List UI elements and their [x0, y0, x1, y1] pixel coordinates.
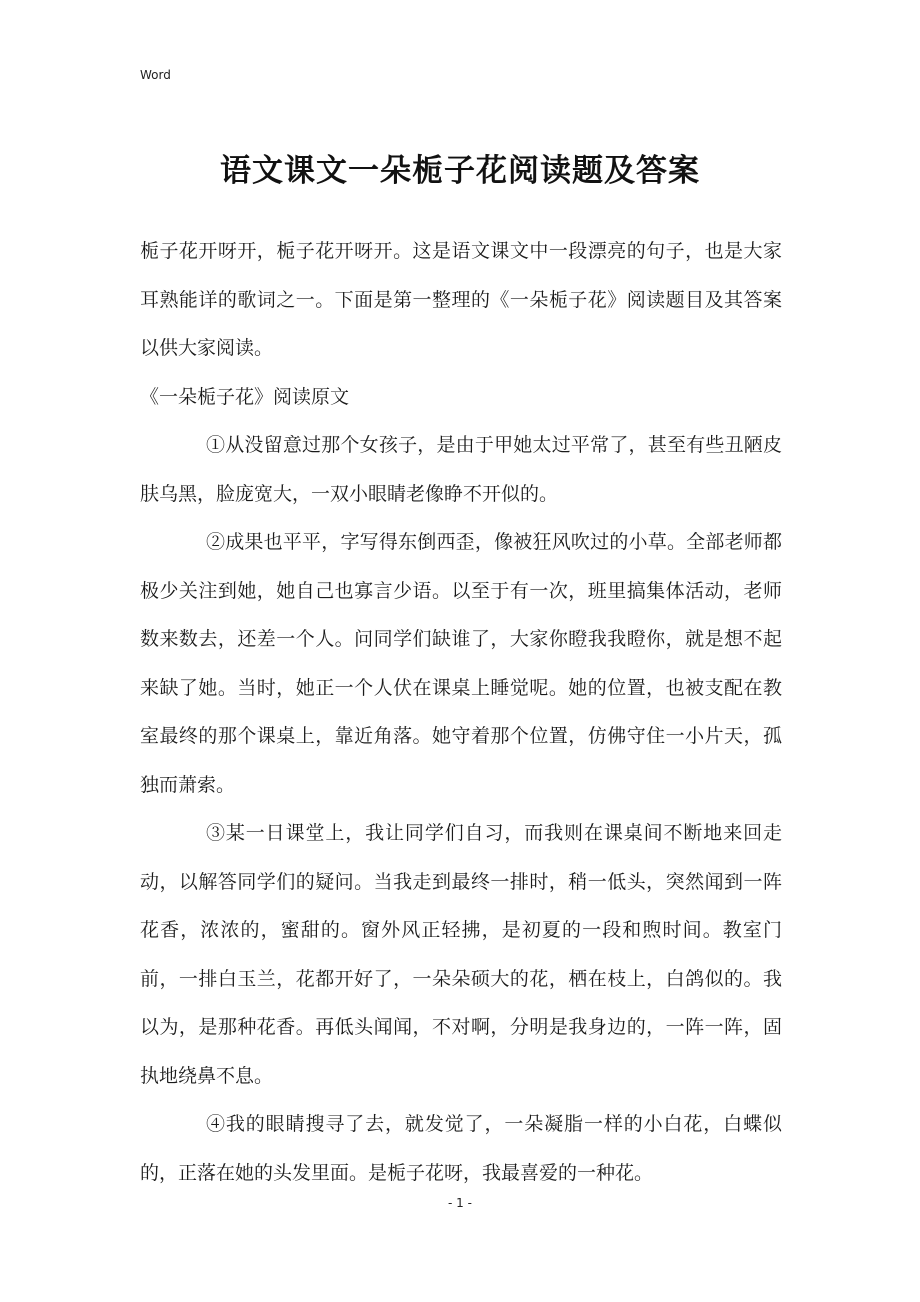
document-body: [140, 227, 782, 1197]
body-paragraph-2: ②成果也平平，字写得东倒西歪，像被狂风吹过的小草。全部老师都极少关注到她，她自己也寡言少语。以至于有一次，班里搞集体活动，老师数来数去，还差一个人。问同学们缺谁了，大家你瞪我我瞪你，就是想不起来缺了她。当时，她正一个人伏在课桌上睡觉呢。她的位置，也被支配在教室最终的那个课桌上，靠近角落。她守着那个位置，仿佛守住一小片天，孤独而萧索。: [140, 531, 782, 796]
body-paragraph-1: ①从没留意过那个女孩子，是由于甲她太过平常了，甚至有些丑陋皮肤乌黑，脸庞宽大，一双小眼睛老像睁不开似的。: [140, 434, 782, 505]
intro-paragraph: 栀子花开呀开，栀子花开呀开。这是语文课文中一段漂亮的句子，也是大家耳熟能详的歌词之一。下面是第一整理的《一朵栀子花》阅读题目及其答案以供大家阅读。: [140, 240, 782, 359]
page-number: - 1 -: [448, 1196, 472, 1210]
header-label: Word: [140, 68, 171, 82]
body-paragraph-3: ③某一日课堂上，我让同学们自习，而我则在课桌间不断地来回走动，以解答同学们的疑问。当我走到最终一排时，稍一低头，突然闻到一阵花香，浓浓的，蜜甜的。窗外风正轻拂，是初夏的一段和煦时间。教室门前，一排白玉兰，花都开好了，一朵朵硕大的花，栖在枝上，白鸽似的。我以为，是那种花香。再低头闻闻，不对啊，分明是我身边的，一阵一阵，固执地绕鼻不息。: [140, 822, 782, 1087]
section-heading: 《一朵栀子花》阅读原文: [140, 385, 350, 408]
document-title: 语文课文一朵栀子花阅读题及答案: [220, 153, 700, 189]
body-paragraph-4: ④我的眼睛搜寻了去，就发觉了，一朵凝脂一样的小白花，白蝶似的，正落在她的头发里面。是栀子花呀，我最喜爱的一种花。: [140, 1113, 782, 1184]
